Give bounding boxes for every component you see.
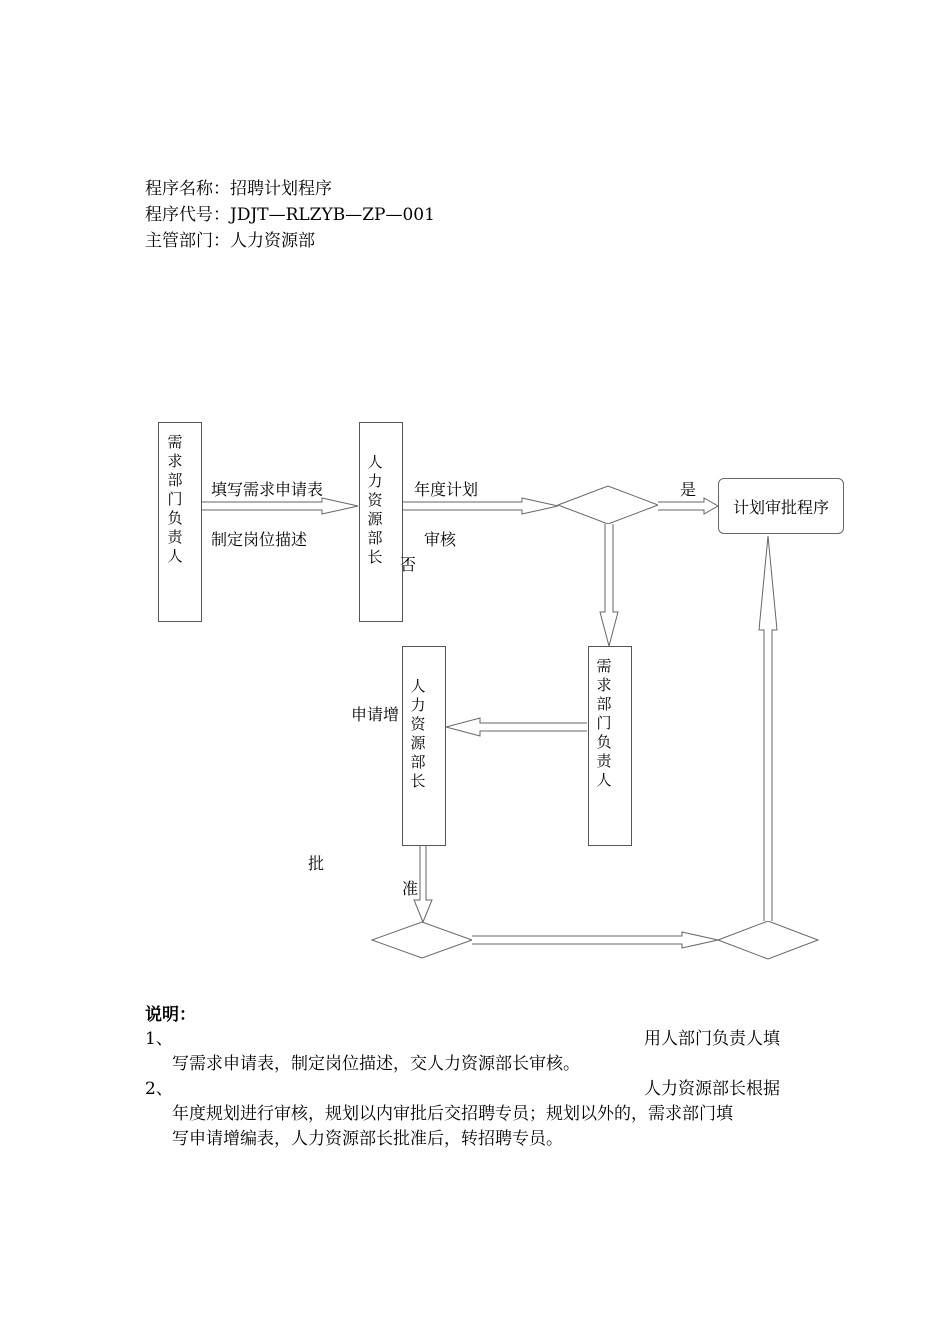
decision-approve: [372, 922, 472, 958]
label-apply-increase: 申请增: [351, 705, 400, 724]
label-yes: 是: [680, 480, 697, 499]
arrow-fill-form: [202, 498, 358, 514]
arrow-to-decision3: [472, 932, 718, 948]
decision-final: [718, 921, 818, 959]
department: 主管部门：人力资源部: [145, 231, 315, 251]
program-code: 程序代号：JDJT—RLZYB—ZP—001: [145, 205, 435, 225]
note-2-line1: 人力资源部长根据: [644, 1079, 780, 1099]
note-1-line1: 用人部门负责人填: [644, 1029, 780, 1049]
note-2-line2: 年度规划进行审核，规划以内审批后交招聘专员；规划以外的，需求部门填: [172, 1104, 733, 1124]
label-job-desc: 制定岗位描述: [211, 530, 308, 549]
box-dept-head-2: [588, 646, 632, 846]
notes-title: 说明：: [145, 1005, 196, 1025]
note-2-number: 2、: [145, 1079, 173, 1099]
box-hr-head-1-label: 人力资源部长: [367, 453, 383, 566]
box-dept-head-1-label: 需求部门负责人: [167, 433, 183, 565]
box-hr-head-2: [402, 646, 446, 846]
box-plan-approval-label: 计划审批程序: [732, 497, 829, 517]
arrow-up-plan: [759, 536, 777, 921]
note-2-line3: 写申请增编表，人力资源部长批准后，转招聘专员。: [172, 1129, 563, 1149]
decision-review: [558, 486, 658, 524]
program-name: 程序名称：招聘计划程序: [145, 179, 332, 199]
arrow-yes: [658, 498, 718, 514]
box-dept-head-1: [158, 422, 202, 622]
box-hr-head-2-label: 人力资源部长: [410, 677, 426, 790]
label-approve-1: 批: [308, 854, 325, 873]
arrow-no: [600, 524, 618, 646]
label-no: 否: [400, 555, 417, 574]
box-plan-approval: [718, 478, 844, 534]
note-1-line2: 写需求申请表，制定岗位描述，交人力资源部长审核。: [172, 1054, 580, 1074]
note-1-number: 1、: [145, 1029, 173, 1049]
label-fill-form: 填写需求申请表: [211, 480, 324, 499]
label-approve-2: 准: [402, 879, 419, 898]
arrow-apply: [446, 718, 587, 736]
box-dept-head-2-label: 需求部门负责人: [596, 657, 612, 789]
box-hr-head-1: [359, 422, 403, 622]
label-annual-plan: 年度计划: [414, 480, 479, 499]
arrow-to-review: [403, 498, 558, 514]
label-review: 审核: [424, 530, 457, 549]
